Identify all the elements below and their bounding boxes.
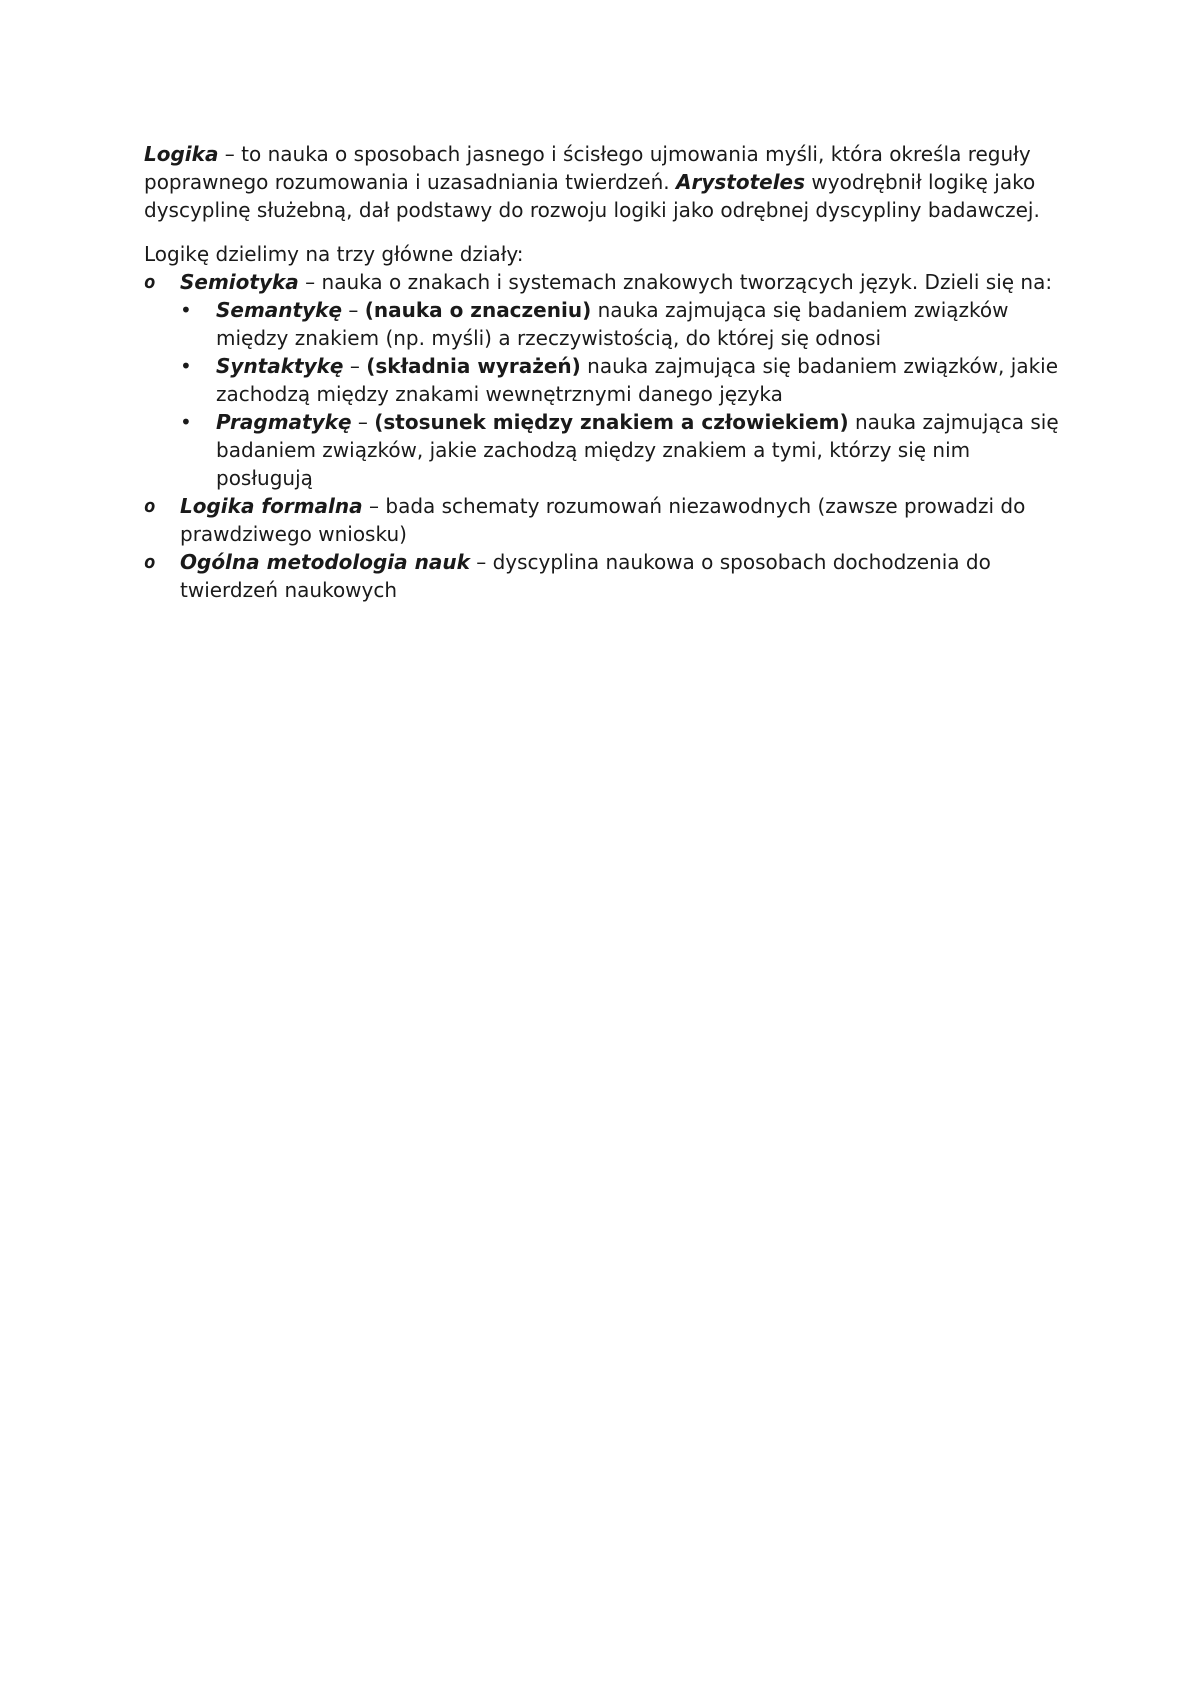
intro-text-1: – to nauka o sposobach jasnego i ścisłego ujmowania myśli, która określa reguły poprawnego rozumowania i uzasadniania twierdzeń.	[144, 142, 1031, 194]
bullet-icon: •	[180, 298, 192, 322]
sublist-item-pragmatyka	[144, 408, 1064, 492]
intro-paragraph	[144, 140, 1064, 224]
semantyka-desc: nauka zajmująca się badaniem związków między znakiem (np. myśli) a rzeczywistością, do której się odnosi	[216, 298, 1009, 350]
list-item-semiotyka	[144, 268, 1064, 296]
pragmatyka-dash: –	[351, 410, 375, 434]
hollow-bullet-icon: o	[144, 271, 156, 293]
semantyka-bold: (nauka o znaczeniu)	[364, 298, 592, 322]
syntaktyka-dash: –	[343, 354, 367, 378]
pragmatyka-desc: nauka zajmująca się badaniem związków, jakie zachodzą między znakiem a tymi, którzy się nim posługują	[216, 410, 1059, 490]
term-semantyka: Semantykę	[216, 298, 343, 322]
hollow-bullet-icon: o	[144, 495, 156, 517]
term-arystoteles: Arystoteles	[675, 170, 806, 194]
syntaktyka-desc: nauka zajmująca się badaniem związków, jakie zachodzą między znakami wewnętrznymi danego języka	[216, 354, 1059, 406]
semiotyka-desc: – nauka o znakach i systemach znakowych tworzących język. Dzieli się na:	[298, 270, 1053, 294]
bullet-icon: •	[180, 410, 192, 434]
syntaktyka-bold: (składnia wyrażeń)	[366, 354, 581, 378]
divisions-heading: Logikę dzielimy na trzy główne działy:	[144, 242, 524, 266]
list-item-metodologia	[144, 548, 1064, 604]
document-page	[144, 140, 1064, 604]
term-semiotyka: Semiotyka	[180, 270, 299, 294]
intro-text-2: wyodrębnił logikę jako dyscyplinę służebną, dał podstawy do rozwoju logiki jako odrębnej dyscypliny badawczej.	[144, 170, 1040, 222]
sublist-item-semantyka	[144, 296, 1064, 352]
pragmatyka-bold: (stosunek między znakiem a człowiekiem)	[374, 410, 849, 434]
semantyka-dash: –	[342, 298, 365, 322]
term-metodologia: Ogólna metodologia nauk	[180, 550, 470, 574]
list-item-logika-formalna	[144, 492, 1064, 548]
metodologia-desc: – dyscyplina naukowa o sposobach dochodzenia do twierdzeń naukowych	[180, 550, 991, 602]
hollow-bullet-icon: o	[144, 551, 156, 573]
sublist-item-syntaktyka	[144, 352, 1064, 408]
term-pragmatyka: Pragmatykę	[216, 410, 352, 434]
term-logika: Logika	[144, 142, 219, 166]
term-syntaktyka: Syntaktykę	[216, 354, 344, 378]
logika-formalna-desc: – bada schematy rozumowań niezawodnych (zawsze prowadzi do prawdziwego wniosku)	[180, 494, 1026, 546]
term-logika-formalna: Logika formalna	[180, 494, 363, 518]
bullet-icon: •	[180, 354, 192, 378]
